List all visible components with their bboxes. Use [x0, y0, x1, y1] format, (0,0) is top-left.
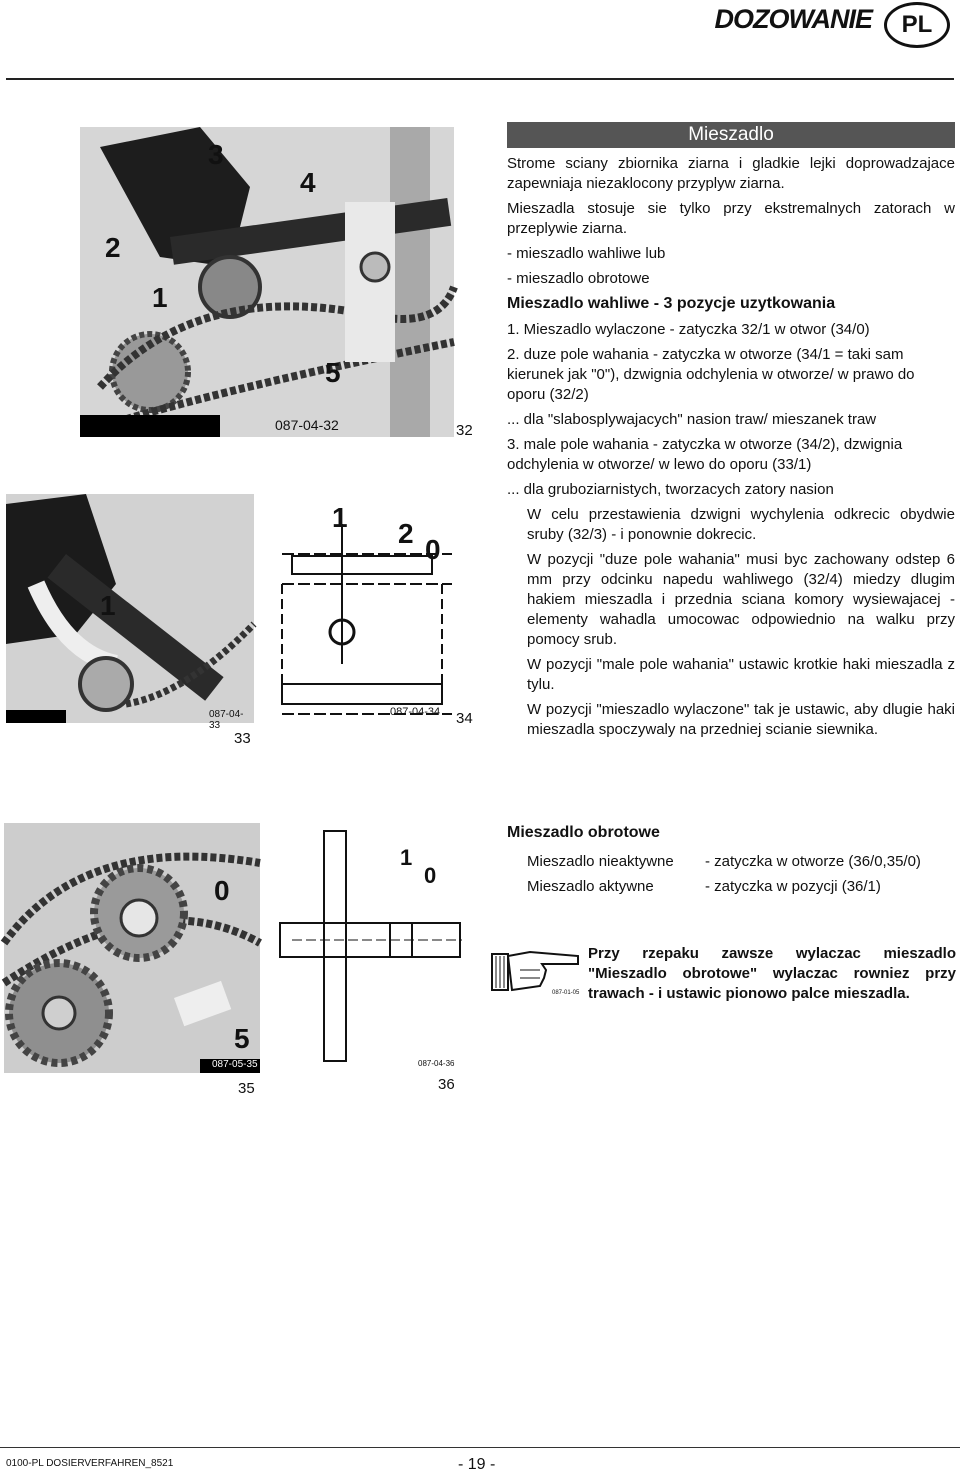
figure-34-number: 34 [456, 710, 473, 727]
figure-35-photo [4, 823, 260, 1073]
row-label: Mieszadlo aktywne [527, 878, 654, 895]
figure-36-diagram [262, 823, 472, 1073]
footer-divider [0, 1447, 960, 1448]
usage-paragraph: Mieszadla stosuje sie tylko przy ekstremalnych zatorach w przeplywie ziarna. [507, 200, 955, 237]
callout-3: 3 [208, 139, 224, 170]
rotary-agitator-table [527, 849, 921, 899]
figure-34-drawing [262, 494, 462, 724]
figure-36-drawing [262, 823, 472, 1073]
pointing-hand-icon [490, 944, 582, 1002]
page-number: - 19 - [458, 1456, 496, 1473]
callout-1: 1 [152, 282, 168, 313]
table-row [527, 874, 921, 899]
callout-0: 0 [214, 875, 230, 906]
figure-35-code: 087-05-35 [212, 1059, 258, 1070]
figure-35-drawing [4, 823, 260, 1073]
body-paragraph: W celu przestawienia dzwigni wychylenia odkrecic obydwie sruby (32/3) - i ponownie dokrecic. [527, 506, 955, 543]
figure-32-drawing [80, 127, 454, 437]
figure-33-number: 33 [234, 730, 251, 747]
row-label: Mieszadlo nieaktywne [527, 853, 674, 870]
callout-5: 5 [234, 1023, 250, 1054]
figure-36-code: 087-04-36 [418, 1059, 455, 1068]
figure-32-number: 32 [456, 422, 473, 439]
list-item: 2. duze pole wahania - zatyczka w otworze (34/1 = taki sam kierunek jak "0"), dzwignia odchylenia w otworze/ w prawo do oporu (32/2) [507, 346, 915, 403]
section-2-title: Mieszadlo obrotowe [507, 824, 660, 841]
body-paragraph: W pozycji "duze pole wahania" musi byc zachowany odstep 6 mm przy odcinku napedu wahliwego (32/4) miedzy dlugim hakiem mieszadla i przednia sciana komory wysiewajacej - elementy wahadla umocowac odpowiednio na walku przy pomocy srub. [527, 551, 955, 648]
section-title: Mieszadlo [688, 124, 774, 145]
list-item: 1. Mieszadlo wylaczone - zatyczka 32/1 w otwor (34/0) [507, 321, 870, 338]
callout-0: 0 [425, 534, 441, 565]
callout-1: 1 [400, 845, 413, 870]
figure-33-drawing [6, 494, 254, 723]
row-value: - zatyczka w otworze (36/0,35/0) [705, 853, 921, 870]
callout-1: 1 [332, 502, 348, 533]
callout-4: 4 [300, 167, 316, 198]
body-paragraph: W pozycji "male pole wahania" ustawic krotkie haki mieszadla z tylu. [527, 656, 955, 693]
language-badge: PL [884, 2, 950, 48]
subsection-title: Mieszadlo wahliwe - 3 pozycje uzytkowania [507, 295, 836, 312]
footer-doc-id: 0100-PL DOSIERVERFAHREN_8521 [6, 1458, 174, 1469]
body-paragraph: W pozycji "mieszadlo wylaczone" tak je ustawic, aby dlugie haki mieszadla spoczywaly na przedniej scianie siewnika. [527, 701, 955, 738]
page-header-title: DOZOWANIE [714, 4, 872, 34]
callout-2: 2 [398, 518, 414, 549]
figure-32-code: 087-04-32 [275, 417, 339, 433]
figure-33-code: 087-04-33 [209, 709, 244, 731]
callout-1: 1 [100, 590, 116, 621]
table-row [527, 849, 921, 874]
section-1-text [507, 154, 955, 745]
warning-code: 087-01-05 [552, 990, 580, 996]
type-item: - mieszadlo obrotowe [507, 270, 650, 287]
list-item: 3. male pole wahania - zatyczka w otworze (34/2), dzwignia odchylenia w otworze/ w lewo do oporu (33/1) [507, 436, 903, 473]
figure-33-photo [6, 494, 254, 731]
section-header-mieszadlo [507, 122, 955, 148]
figure-35-number: 35 [238, 1080, 255, 1097]
list-item: ... dla "slabosplywajacych" nasion traw/ mieszanek traw [507, 411, 877, 428]
list-item: ... dla gruboziarnistych, tworzacych zatory nasion [507, 481, 834, 498]
type-item: - mieszadlo wahliwe lub [507, 245, 666, 262]
figure-36-number: 36 [438, 1076, 455, 1093]
callout-5: 5 [325, 357, 341, 388]
figure-34-code: 087-04-34 [390, 706, 441, 718]
warning-text: Przy rzepaku zawsze wylaczac mieszadlo "Mieszadlo obrotowe" wylaczac rowniez przy trawach - i ustawic pionowo palce mieszadla. [588, 945, 956, 1002]
intro-paragraph: Strome sciany zbiornika ziarna i gladkie lejki doprowadzajace zapewniaja niezaklocony przyplyw ziarna. [507, 155, 955, 192]
callout-0: 0 [424, 863, 437, 888]
figure-32-photo [80, 127, 454, 437]
figure-34-diagram [262, 494, 462, 724]
row-value: - zatyczka w pozycji (36/1) [705, 878, 881, 895]
header-divider [6, 78, 954, 80]
callout-2: 2 [105, 232, 121, 263]
